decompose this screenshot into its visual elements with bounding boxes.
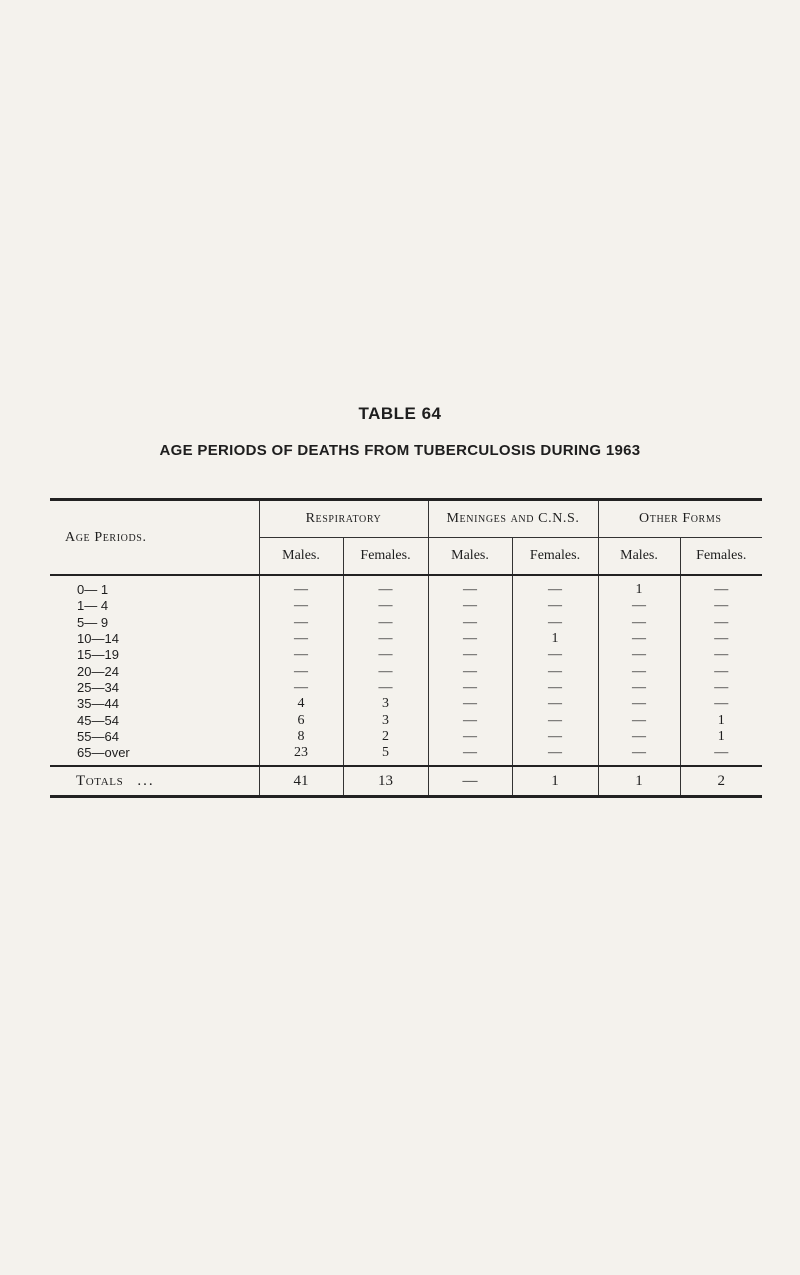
table-cell: 2 (343, 729, 428, 745)
table-cell: — (259, 631, 343, 647)
table-row (50, 575, 762, 598)
totals-label-cell (50, 766, 259, 797)
table-cell: — (428, 631, 512, 647)
table-cell: — (598, 647, 680, 663)
table-cell: — (428, 615, 512, 631)
table-cell: — (714, 582, 729, 598)
age-period-cell: 55—64 (50, 729, 259, 745)
table-cell: — (428, 712, 512, 728)
table-cell: — (512, 729, 598, 745)
table-cell: — (428, 647, 512, 663)
table-cell: — (598, 745, 680, 766)
table-cell: 1 (717, 712, 725, 728)
table-cell: — (428, 575, 512, 598)
table-cell: 3 (343, 712, 428, 728)
table-cell: — (598, 631, 680, 647)
table-row (50, 729, 762, 745)
table-cell: — (598, 696, 680, 712)
table-row (50, 663, 762, 679)
meninges-females-header: Females. (512, 538, 598, 576)
table-cell: 3 (343, 696, 428, 712)
meninges-males-header: Males. (428, 538, 512, 576)
table-cell: — (428, 745, 512, 766)
table-cell: — (512, 696, 598, 712)
table-cell: — (598, 615, 680, 631)
table-title: TABLE 64 (358, 404, 442, 423)
totals-cell: 1 (512, 766, 598, 797)
totals-dots: ... (137, 772, 155, 789)
totals-row (50, 766, 762, 797)
respiratory-header: Respiratory (259, 500, 428, 538)
table-cell: 6 (259, 712, 343, 728)
age-period-cell: 65—over (50, 745, 259, 766)
table-cell: — (343, 680, 428, 696)
totals-cell: 41 (259, 766, 343, 797)
group-header-row (50, 500, 762, 538)
table-cell: — (512, 598, 598, 614)
table-cell: — (428, 598, 512, 614)
table-cell: 1 (598, 575, 680, 598)
totals-label: Totals (76, 772, 124, 789)
table-cell: — (259, 647, 343, 663)
age-period-cell: 35—44 (50, 696, 259, 712)
table-cell: — (428, 680, 512, 696)
table-cell: — (512, 745, 598, 766)
table-cell: — (598, 598, 680, 614)
table-cell: — (512, 663, 598, 679)
table-cell: — (343, 575, 428, 598)
table-cell: — (428, 663, 512, 679)
table-cell: 5 (343, 745, 428, 766)
table-cell: — (343, 631, 428, 647)
table-cell: — (259, 575, 343, 598)
table-cell: — (428, 696, 512, 712)
table-cell: — (598, 663, 680, 679)
totals-cell: — (428, 766, 512, 797)
age-period-cell: 25—34 (50, 680, 259, 696)
table-cell: 8 (259, 729, 343, 745)
table-cell: — (259, 663, 343, 679)
table-cell: — (714, 631, 729, 647)
table-cell: — (259, 598, 343, 614)
table-cell: — (714, 745, 729, 761)
table-cell: — (714, 614, 729, 630)
age-period-cell: 0— 1 (50, 575, 259, 598)
tuberculosis-deaths-table (50, 498, 762, 798)
age-period-cell: 15—19 (50, 647, 259, 663)
table-cell: — (343, 598, 428, 614)
table-cell: 1 (717, 728, 725, 744)
table-cell: — (512, 712, 598, 728)
table-cell: — (259, 680, 343, 696)
other-forms-header: Other Forms (598, 500, 762, 538)
table-cell: — (714, 696, 729, 712)
totals-cell: 2 (680, 766, 762, 797)
meninges-cns-header: Meninges and C.N.S. (428, 500, 598, 538)
table-row (50, 647, 762, 663)
table-cell: — (598, 712, 680, 728)
table-cell: — (714, 663, 729, 679)
table-cell: — (343, 615, 428, 631)
age-period-cell: 5— 9 (50, 615, 259, 631)
table-row (50, 598, 762, 614)
totals-cell: 1 (598, 766, 680, 797)
age-periods-header: Age Periods. (50, 500, 259, 576)
age-period-cell: 1— 4 (50, 598, 259, 614)
table-cell: — (343, 663, 428, 679)
table-cell: 4 (259, 696, 343, 712)
table-row (50, 680, 762, 696)
table-cell: — (714, 647, 729, 663)
totals-cell: 13 (343, 766, 428, 797)
table-row (50, 696, 762, 712)
age-period-cell: 45—54 (50, 712, 259, 728)
table-cell: — (512, 680, 598, 696)
table-cell: — (512, 575, 598, 598)
table-cell: — (714, 598, 729, 614)
table-row (50, 745, 762, 766)
table-cell: 23 (259, 745, 343, 766)
table-subtitle: AGE PERIODS OF DEATHS FROM TUBERCULOSIS DURING 1963 (159, 442, 641, 459)
table-cell: — (259, 615, 343, 631)
age-period-cell: 20—24 (50, 663, 259, 679)
table-cell: — (512, 647, 598, 663)
other-males-header: Males. (598, 538, 680, 576)
table-cell: — (598, 680, 680, 696)
table-body (50, 575, 762, 766)
table-cell: 1 (512, 631, 598, 647)
other-females-header: Females. (680, 538, 762, 576)
age-period-cell: 10—14 (50, 631, 259, 647)
table-cell: — (428, 729, 512, 745)
table-row (50, 631, 762, 647)
respiratory-males-header: Males. (259, 538, 343, 576)
table-cell: — (343, 647, 428, 663)
table-row (50, 615, 762, 631)
table-cell: — (714, 679, 729, 695)
respiratory-females-header: Females. (343, 538, 428, 576)
table-row (50, 712, 762, 728)
table-cell: — (512, 615, 598, 631)
table-cell: — (598, 729, 680, 745)
